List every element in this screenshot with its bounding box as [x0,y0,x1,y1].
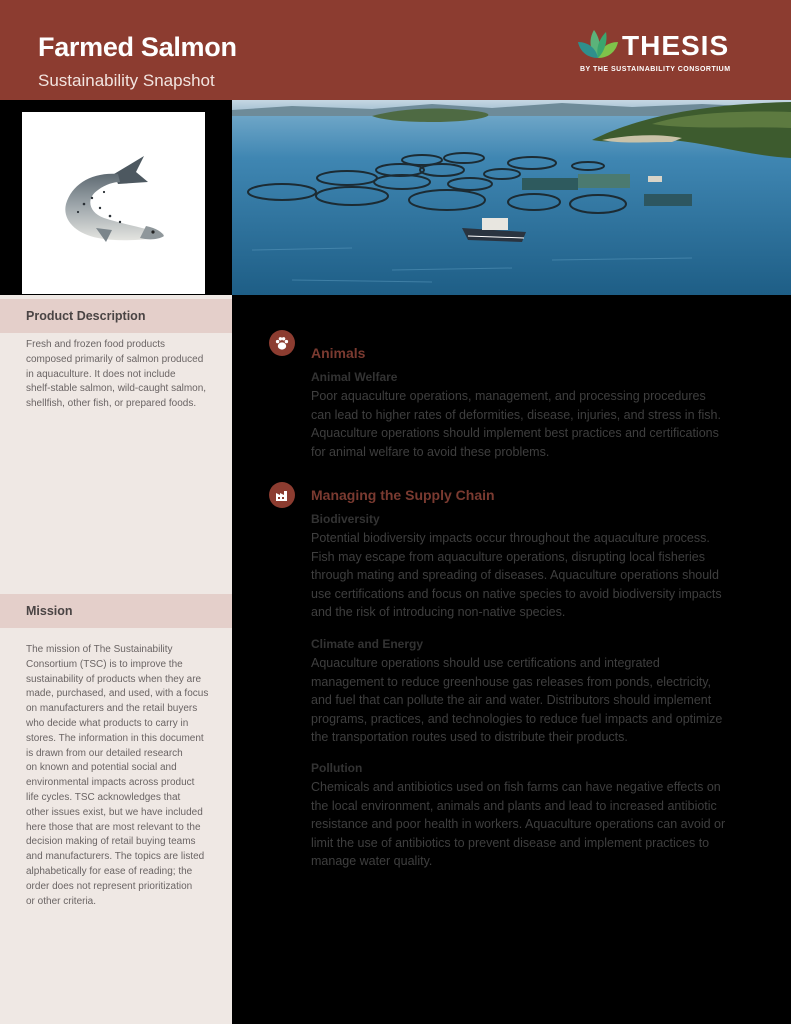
product-description-text [26,338,222,412]
salmon-fish-icon [22,112,205,294]
text-line: Chemicals and antibiotics used on fish farms can have negative effects on [311,780,721,794]
text-line: Poor aquaculture operations, management, and processing procedures [311,389,706,403]
text-line: order does not represent prioritization [26,880,193,892]
text-line: stores. The information in this document [26,732,204,744]
text-line: the local environment, animals and plants and lead to increased antibiotic [311,798,717,813]
text-line: programs, practices, and technologies to reduce fuel impacts and optimize [311,711,723,726]
text-line: use certifications and focus on native species to avoid biodiversity impacts [311,586,722,601]
topic-heading-pollution: Pollution [311,761,363,775]
text-line: is drawn from our detailed research [26,747,183,759]
text-line: resistance and poor health in workers. Aquaculture operations can avoid or [311,817,726,832]
section-title-supply-chain: Managing the Supply Chain [311,487,495,503]
mission-heading-label: Mission [26,604,73,618]
text-line: Aquaculture operations should use certifications and integrated [311,656,660,670]
fish-farm-photo [232,100,791,295]
text-line: can lead to higher rates of deformities, disease, injuries, and stress in fish. [311,407,721,422]
sidebar [0,295,232,1024]
text-line: Consortium (TSC) is to improve the [26,658,183,670]
text-line: on known and potential social and [26,762,177,774]
thesis-logo[interactable] [574,26,754,76]
text-line: alphabetically for ease of reading; the [26,865,193,877]
text-line: shelf-stable salmon, wild-caught salmon, [26,383,207,395]
product-description-heading [0,299,232,333]
text-line: here those that are most relevant to the [26,821,201,833]
text-line: Fresh and frozen food products [26,339,165,350]
section-title-animals: Animals [311,345,366,361]
aquaculture-pens-image [232,100,791,295]
text-line: management to reduce greenhouse gas releases from ponds, electricity, [311,674,711,689]
header-banner [0,0,791,100]
text-line: on manufacturers and the retail buyers [26,703,198,715]
text-line: and the risk of introducing non-native species. [311,605,566,620]
mission-text [26,643,222,909]
topic-heading-climate-energy: Climate and Energy [311,637,424,651]
text-line: Fish may escape from aquaculture operations, disrupting local fisheries [311,549,705,564]
text-line: or other criteria. [26,895,97,907]
topic-body-animal-welfare [311,387,751,461]
text-line: life cycles. TSC acknowledges that [26,791,181,803]
factory-icon [269,482,295,508]
text-line: The mission of The Sustainability [26,644,173,655]
mission-heading [0,594,232,628]
product-image [22,112,205,294]
topic-heading-biodiversity: Biodiversity [311,512,380,526]
text-line: decision making of retail buying teams [26,836,196,848]
topic-heading-animal-welfare: Animal Welfare [311,370,398,384]
text-line: sustainability of products when they are [26,673,202,685]
text-line: the transportation routes used to distribute their products. [311,730,628,745]
page-title: Farmed Salmon [38,32,237,62]
product-description-heading-label: Product Description [26,309,146,323]
text-line: in aquaculture. It does not include [26,368,176,380]
logo-tagline: BY THE SUSTAINABILITY CONSORTIUM [580,66,731,73]
topic-body-biodiversity [311,529,751,622]
text-line: for animal welfare to avoid these problems. [311,444,550,459]
text-line: composed primarily of salmon produced [26,353,204,365]
text-line: and fuel that can pollute the air and water. Distributors should implement [311,693,712,708]
page-subtitle: Sustainability Snapshot [38,71,215,90]
text-line: shellfish, other fish, or prepared foods. [26,398,197,410]
topic-body-pollution [311,778,751,871]
logo-wordmark: THESIS [622,30,730,61]
text-line: who decide what products to carry in [26,717,189,729]
text-line: manage water quality. [311,854,433,869]
text-line: made, purchased, and used, with a focus [26,688,209,700]
text-line: Potential biodiversity impacts occur throughout the aquaculture process. [311,531,710,545]
text-line: other issues exist, but we have included [26,806,203,818]
paw-icon [269,330,295,356]
lotus-leaf-icon [576,26,620,62]
topic-body-climate-energy [311,654,751,747]
text-line: environmental impacts across product [26,777,195,789]
text-line: Aquaculture operations should implement best practices and certifications [311,426,719,441]
text-line: through mating and spreading of diseases. Aquaculture operations should [311,568,719,583]
text-line: and manufacturers. The topics are listed [26,851,205,863]
text-line: limit the use of antibiotics to prevent disease and implement practices to [311,835,710,850]
